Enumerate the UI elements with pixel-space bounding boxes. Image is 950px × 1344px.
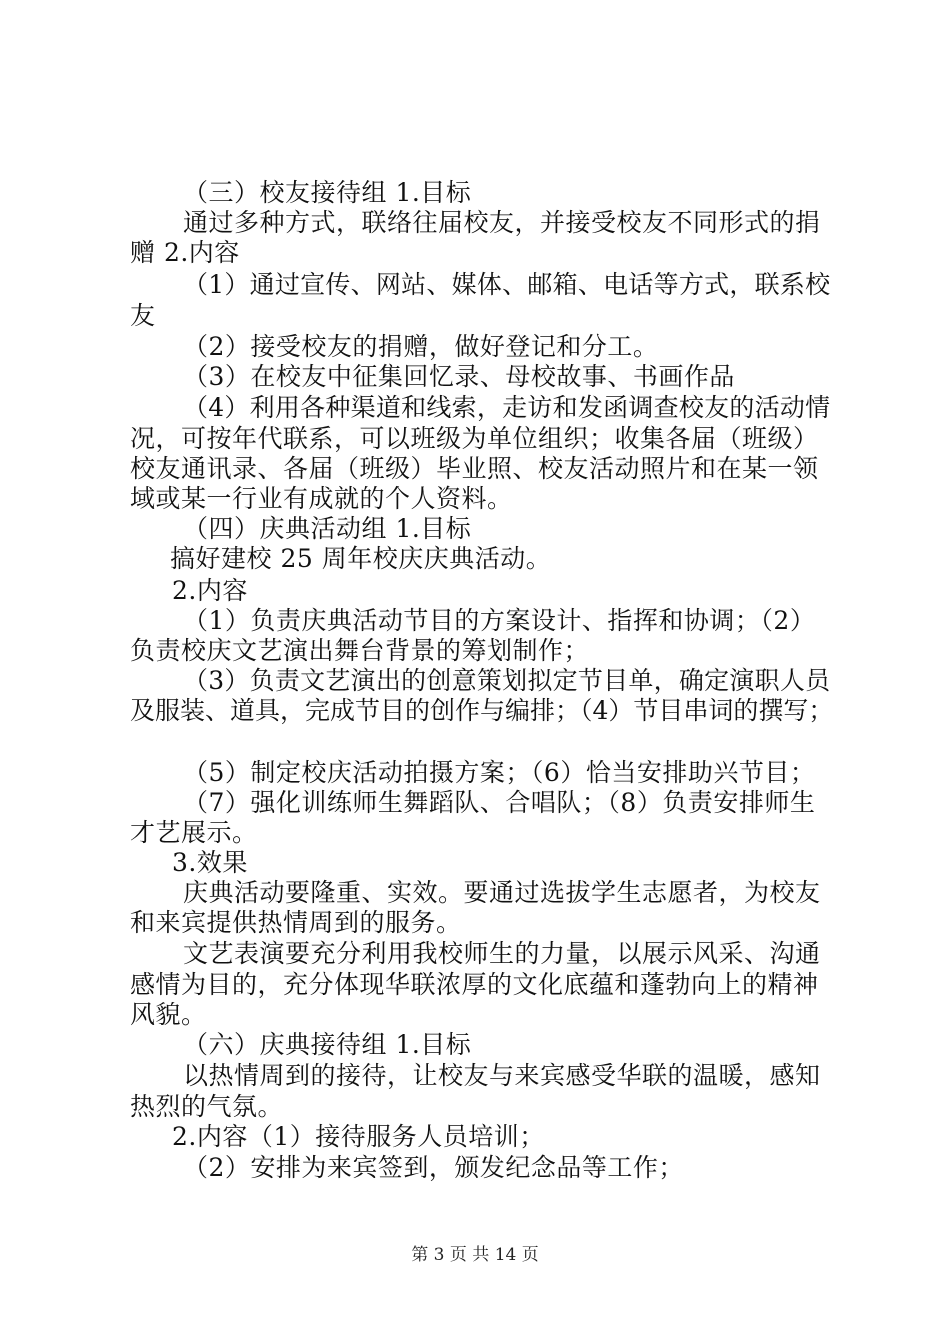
- section-heading-alumni: （三）校友接待组 1.目标: [183, 178, 472, 207]
- paragraph-line: 域或某一行业有成就的个人资料。: [130, 484, 513, 513]
- page-number: 第 3 页 共 14 页: [411, 1245, 539, 1265]
- paragraph-line: 和来宾提供热情周到的服务。: [130, 908, 462, 937]
- paragraph-line: （3）负责文艺演出的创意策划拟定节目单，确定演职人员: [183, 666, 831, 695]
- paragraph-line: 赠 2.内容: [130, 238, 240, 267]
- paragraph-line: 友: [130, 301, 156, 330]
- paragraph-line: 2.内容: [172, 576, 248, 605]
- paragraph-line: 及服装、道具，完成节目的创作与编排；（4）节目串词的撰写；: [130, 696, 834, 725]
- paragraph-line: 校友通讯录、各届（班级）毕业照、校友活动照片和在某一领: [130, 454, 819, 483]
- paragraph-line: 感情为目的，充分体现华联浓厚的文化底蕴和蓬勃向上的精神: [130, 970, 819, 999]
- paragraph-line: 搞好建校 25 周年校庆庆典活动。: [170, 544, 552, 573]
- paragraph-line: （2）接受校友的捐赠，做好登记和分工。: [183, 332, 659, 361]
- section-heading-ceremony: （四）庆典活动组 1.目标: [183, 514, 472, 543]
- paragraph-line: （2）安排为来宾签到，颁发纪念品等工作；: [183, 1153, 684, 1182]
- paragraph-line: （7）强化训练师生舞蹈队、合唱队；（8）负责安排师生: [183, 788, 816, 817]
- paragraph-line: 庆典活动要隆重、实效。要通过选拔学生志愿者，为校友: [183, 878, 821, 907]
- section-heading-reception: （六）庆典接待组 1.目标: [183, 1030, 472, 1059]
- paragraph-line: 3.效果: [172, 848, 248, 877]
- paragraph-line: （4）利用各种渠道和线索，走访和发函调查校友的活动情: [183, 393, 831, 422]
- paragraph-line: 才艺展示。: [130, 818, 258, 847]
- paragraph-line: （3）在校友中征集回忆录、母校故事、书画作品: [183, 362, 735, 391]
- paragraph-line: （1）通过宣传、网站、媒体、邮箱、电话等方式，联系校: [183, 270, 831, 299]
- paragraph-line: 负责校庆文艺演出舞台背景的筹划制作；: [130, 636, 590, 665]
- paragraph-line: 2.内容（1）接待服务人员培训；: [172, 1122, 545, 1151]
- paragraph-line: 热烈的气氛。: [130, 1092, 284, 1121]
- paragraph-line: （1）负责庆典活动节目的方案设计、指挥和协调；（2）: [183, 606, 816, 635]
- paragraph-line: 通过多种方式，联络往届校友，并接受校友不同形式的捐: [183, 208, 821, 237]
- paragraph-line: 况，可按年代联系，可以班级为单位组织；收集各届（班级）: [130, 424, 819, 453]
- paragraph-line: 风貌。: [130, 1000, 207, 1029]
- paragraph-line: 文艺表演要充分利用我校师生的力量，以展示风采、沟通: [183, 939, 821, 968]
- paragraph-line: 以热情周到的接待，让校友与来宾感受华联的温暖，感知: [183, 1061, 821, 1090]
- paragraph-line: （5）制定校庆活动拍摄方案；（6）恰当安排助兴节目；: [183, 758, 816, 787]
